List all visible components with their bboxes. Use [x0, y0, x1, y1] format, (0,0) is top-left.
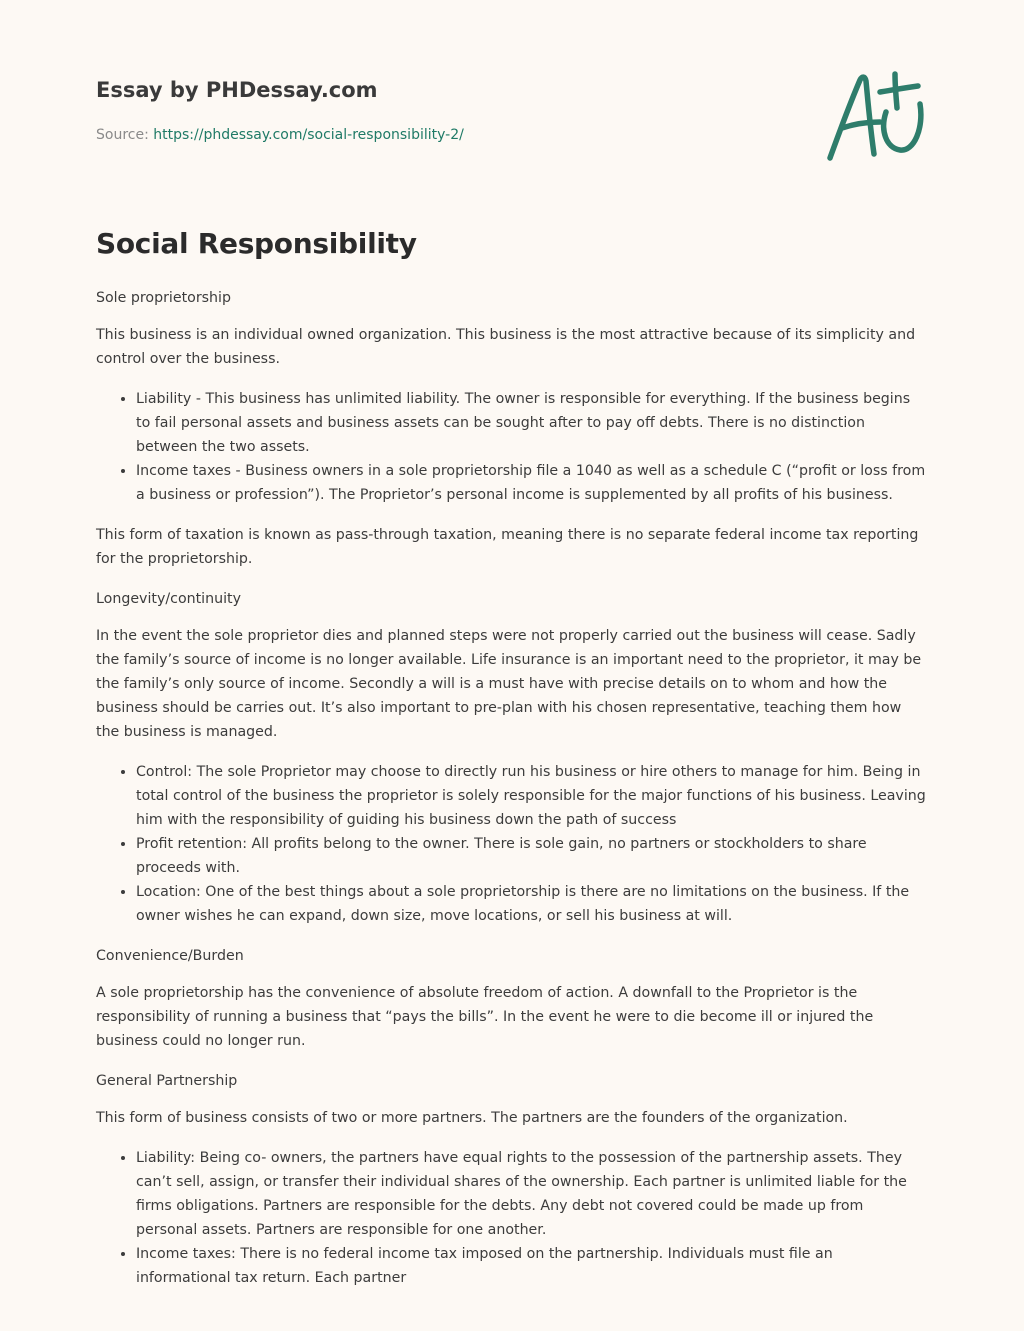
section-heading: Longevity/continuity: [96, 591, 241, 607]
essay-title: Social Responsibility: [96, 227, 417, 260]
bullet-item: • Income taxes - Business owners in a sole proprietorship file a 1040 as well as a schedule C (“profit or loss from a business or profession”). The Proprietor’s personal income is supplemented by all profits of his business.: [136, 459, 926, 507]
site-title: Essay by PHDessay.com: [96, 78, 378, 102]
section-heading: Sole proprietorship: [96, 290, 231, 306]
bullet-item: • Control: The sole Proprietor may choose to directly run his business or hire others to manage for him. Being in total control of the business the proprietor is solely responsible for the major functions of his business. Leaving him with the responsibility of guiding his business down the path of success: [136, 760, 926, 832]
bullet-list: [96, 387, 926, 507]
source-link[interactable]: https://phdessay.com/social-responsibility-2/: [153, 127, 464, 143]
bullet-list: [96, 1146, 926, 1290]
bullet-item: • Location: One of the best things about a sole proprietorship is there are no limitations on the business. If the owner wishes he can expand, down size, move locations, or sell his business at will.: [136, 880, 926, 928]
paragraph: This form of taxation is known as pass-through taxation, meaning there is no separate federal income tax reporting for the proprietorship.: [96, 527, 919, 567]
bullet-item: • Liability: Being co- owners, the partners have equal rights to the possession of the partnership assets. They can’t sell, assign, or transfer their individual shares of the ownership. Each partner is unlimited liable for the firms obligations. Partners are responsible for the debts. Any debt not covered could be made up from personal assets. Partners are responsible for one another.: [136, 1146, 926, 1242]
paragraph: A sole proprietorship has the convenience of absolute freedom of action. A downfall to the Proprietor is the responsibility of running a business that “pays the bills”. In the event he were to die become ill or injured the business could no longer run.: [96, 985, 874, 1049]
bullet-item: • Profit retention: All profits belong to the owner. There is sole gain, no partners or stockholders to share proceeds with.: [136, 832, 926, 880]
source-label: Source:: [96, 127, 154, 143]
paragraph: This form of business consists of two or more partners. The partners are the founders of the organization.: [96, 1110, 848, 1126]
bullet-list: [96, 760, 926, 928]
paragraph: In the event the sole proprietor dies and planned steps were not properly carried out the business will cease. Sadly the family’s source of income is no longer available. Life insurance is an important need to the proprietor, it may be the family’s only source of income. Secondly a will is a must have with precise details on to whom and how the business should be carries out. It’s also important to pre-plan with his chosen representative, teaching them how the business is managed.: [96, 628, 922, 740]
essay-article: [96, 222, 926, 1306]
bullet-item: • Liability - This business has unlimited liability. The owner is responsible for everything. If the business begins to fail personal assets and business assets can be sought after to pay off debts. There is no distinction between the two assets.: [136, 387, 926, 459]
section-heading: Convenience/Burden: [96, 948, 244, 964]
essay-header: [96, 72, 816, 146]
source-line: [96, 124, 816, 146]
essay-body: [96, 286, 926, 1290]
bullet-item: • Income taxes: There is no federal income tax imposed on the partnership. Individuals must file an informational tax return. Each partner: [136, 1242, 926, 1290]
a-plus-logo-icon: [820, 66, 930, 166]
paragraph: This business is an individual owned organization. This business is the most attractive because of its simplicity and control over the business.: [96, 327, 916, 367]
section-heading: General Partnership: [96, 1073, 238, 1089]
